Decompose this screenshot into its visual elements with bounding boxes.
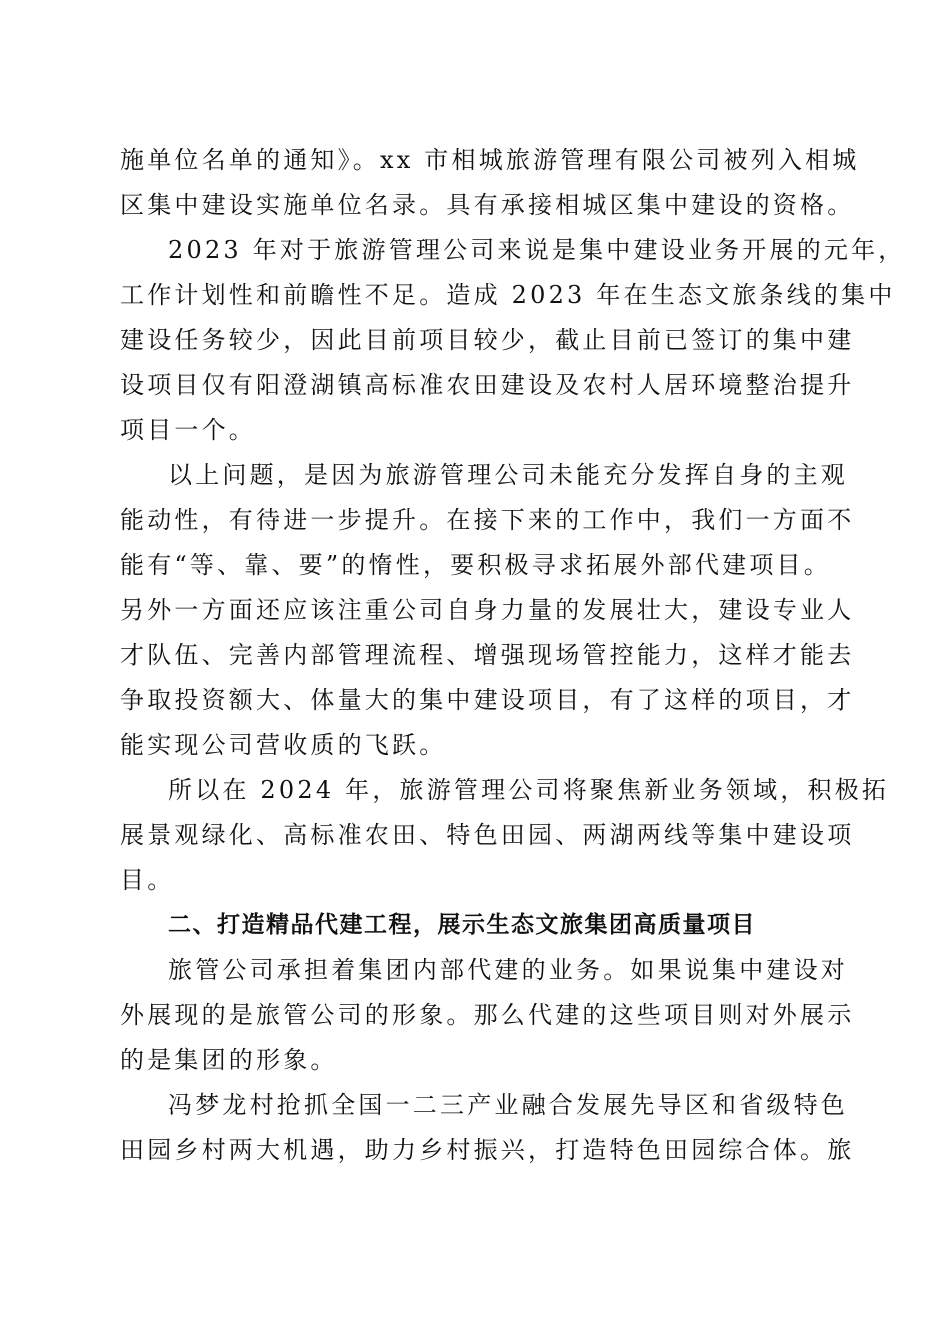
text-line: 区集中建设实施单位名录。具有承接相城区集中建设的资格。	[120, 191, 855, 219]
text-line: 设项目仅有阳澄湖镇高标准农田建设及农村人居环境整治提升	[120, 371, 855, 399]
text-line: 田园乡村两大机遇，助力乡村振兴，打造特色田园综合体。旅	[120, 1136, 855, 1164]
paragraph-fengmenglong-village	[120, 1083, 855, 1173]
text-line: 建设任务较少，因此目前项目较少，截止目前已签订的集中建	[120, 326, 855, 354]
paragraph-problems	[120, 453, 855, 768]
text-line: 展景观绿化、高标准农田、特色田园、两湖两线等集中建设项	[120, 821, 855, 849]
paragraph-2023-summary	[120, 228, 906, 453]
text-line: 另外一方面还应该注重公司自身力量的发展壮大，建设专业人	[120, 596, 855, 624]
text-line: 外展现的是旅管公司的形象。那么代建的这些项目则对外展示	[120, 1001, 855, 1029]
text-line: 工作计划性和前瞻性不足。造成 2023 年在生态文旅条线的集中	[120, 281, 896, 309]
text-line: 旅管公司承担着集团内部代建的业务。如果说集中建设对	[168, 956, 848, 984]
text-line: 的是集团的形象。	[120, 1046, 338, 1074]
text-line: 2023 年对于旅游管理公司来说是集中建设业务开展的元年，	[168, 236, 906, 264]
text-line: 争取投资额大、体量大的集中建设项目，有了这样的项目，才	[120, 686, 855, 714]
text-line: 能有“等、靠、要”的惰性，要积极寻求拓展外部代建项目。	[120, 551, 831, 579]
paragraph-2024-plan	[120, 768, 890, 903]
paragraph-continuation	[120, 138, 860, 228]
text-line: 能实现公司营收质的飞跃。	[120, 731, 447, 759]
document-body	[120, 138, 906, 1173]
text-line: 以上问题，是因为旅游管理公司未能充分发挥自身的主观	[168, 461, 848, 489]
text-line: 施单位名单的通知》。xx 市相城旅游管理有限公司被列入相城	[120, 146, 860, 174]
text-line: 项目一个。	[120, 416, 256, 444]
text-line: 冯梦龙村抢抓全国一二三产业融合发展先导区和省级特色	[168, 1091, 848, 1119]
paragraph-agent-construction	[120, 948, 855, 1083]
section-heading: 二、打造精品代建工程，展示生态文旅集团高质量项目	[168, 912, 756, 938]
text-line: 能动性，有待进一步提升。在接下来的工作中，我们一方面不	[120, 506, 855, 534]
text-line: 所以在 2024 年，旅游管理公司将聚焦新业务领域，积极拓	[168, 776, 890, 804]
text-line: 才队伍、完善内部管理流程、增强现场管控能力，这样才能去	[120, 641, 855, 669]
text-line: 目。	[120, 866, 175, 894]
